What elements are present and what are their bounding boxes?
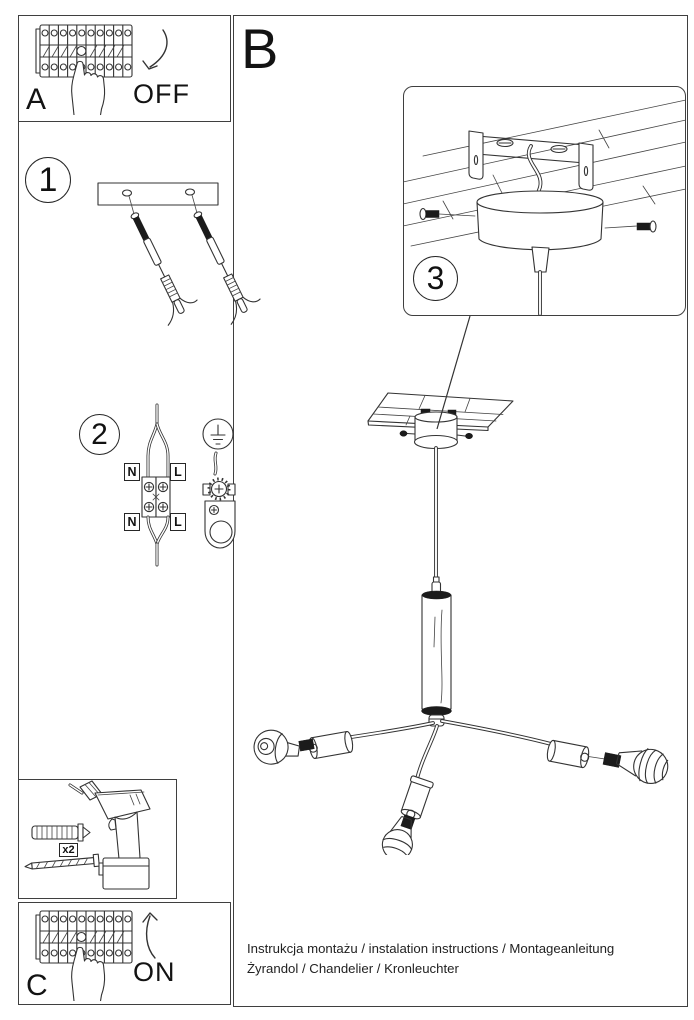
fixture-cable bbox=[148, 517, 168, 565]
anchor-count-label: x2 bbox=[59, 843, 78, 857]
bulb-left bbox=[252, 728, 301, 768]
section-a-label: A bbox=[26, 83, 47, 116]
tools-illustration bbox=[18, 779, 177, 899]
earth-ground-icon bbox=[203, 419, 233, 449]
arm-center bbox=[378, 726, 437, 855]
suspension-cord bbox=[432, 448, 441, 593]
step-2-number: 2 bbox=[91, 417, 108, 451]
socket-left bbox=[308, 731, 354, 759]
wall-anchor bbox=[32, 824, 90, 841]
on-label: ON bbox=[133, 957, 176, 987]
chandelier-illustration bbox=[245, 385, 670, 855]
socket-right bbox=[546, 740, 591, 769]
footer-line-1: Instrukcja montażu / instalation instructions / Montageanleitung bbox=[247, 941, 615, 956]
off-label: OFF bbox=[133, 79, 190, 109]
footer-line-2: Żyrandol / Chandelier / Kronleuchter bbox=[247, 961, 459, 976]
step-3-number: 3 bbox=[426, 260, 445, 296]
wiring-illustration bbox=[115, 398, 245, 573]
neutral-label-bottom: N bbox=[124, 513, 140, 531]
left-column-spine bbox=[18, 122, 19, 779]
ground-clamp bbox=[203, 453, 235, 548]
step-1-badge bbox=[25, 157, 71, 203]
breaker-panel-on-illustration bbox=[24, 906, 226, 1004]
arrow-up-icon bbox=[143, 913, 157, 958]
side-screw-left bbox=[420, 209, 475, 220]
step-2-badge bbox=[79, 414, 120, 455]
screw-anchor-left bbox=[118, 205, 202, 325]
socket-center bbox=[399, 775, 434, 821]
step-1-number: 1 bbox=[38, 160, 58, 199]
terminal-block bbox=[142, 477, 170, 517]
arm-right bbox=[442, 721, 670, 787]
breaker-panel-off-illustration bbox=[24, 20, 226, 118]
section-c-label: C bbox=[26, 969, 48, 1002]
arrow-down-icon bbox=[143, 30, 167, 69]
mounting-bracket bbox=[98, 183, 218, 205]
arm-left bbox=[252, 723, 433, 768]
step-3-badge bbox=[413, 256, 458, 301]
neutral-label-top: N bbox=[124, 463, 140, 481]
bulb-right bbox=[614, 742, 670, 787]
live-label-top: L bbox=[170, 463, 186, 481]
live-label-bottom: L bbox=[170, 513, 186, 531]
screw-anchor-right bbox=[181, 204, 263, 324]
stem-cylinder bbox=[422, 591, 452, 726]
footer bbox=[247, 939, 681, 979]
bracket-screws-illustration bbox=[88, 168, 263, 348]
side-screw-right bbox=[605, 221, 656, 232]
section-b-label: B bbox=[241, 17, 279, 80]
supply-cable bbox=[148, 405, 168, 477]
canopy-cylinder bbox=[477, 191, 603, 314]
